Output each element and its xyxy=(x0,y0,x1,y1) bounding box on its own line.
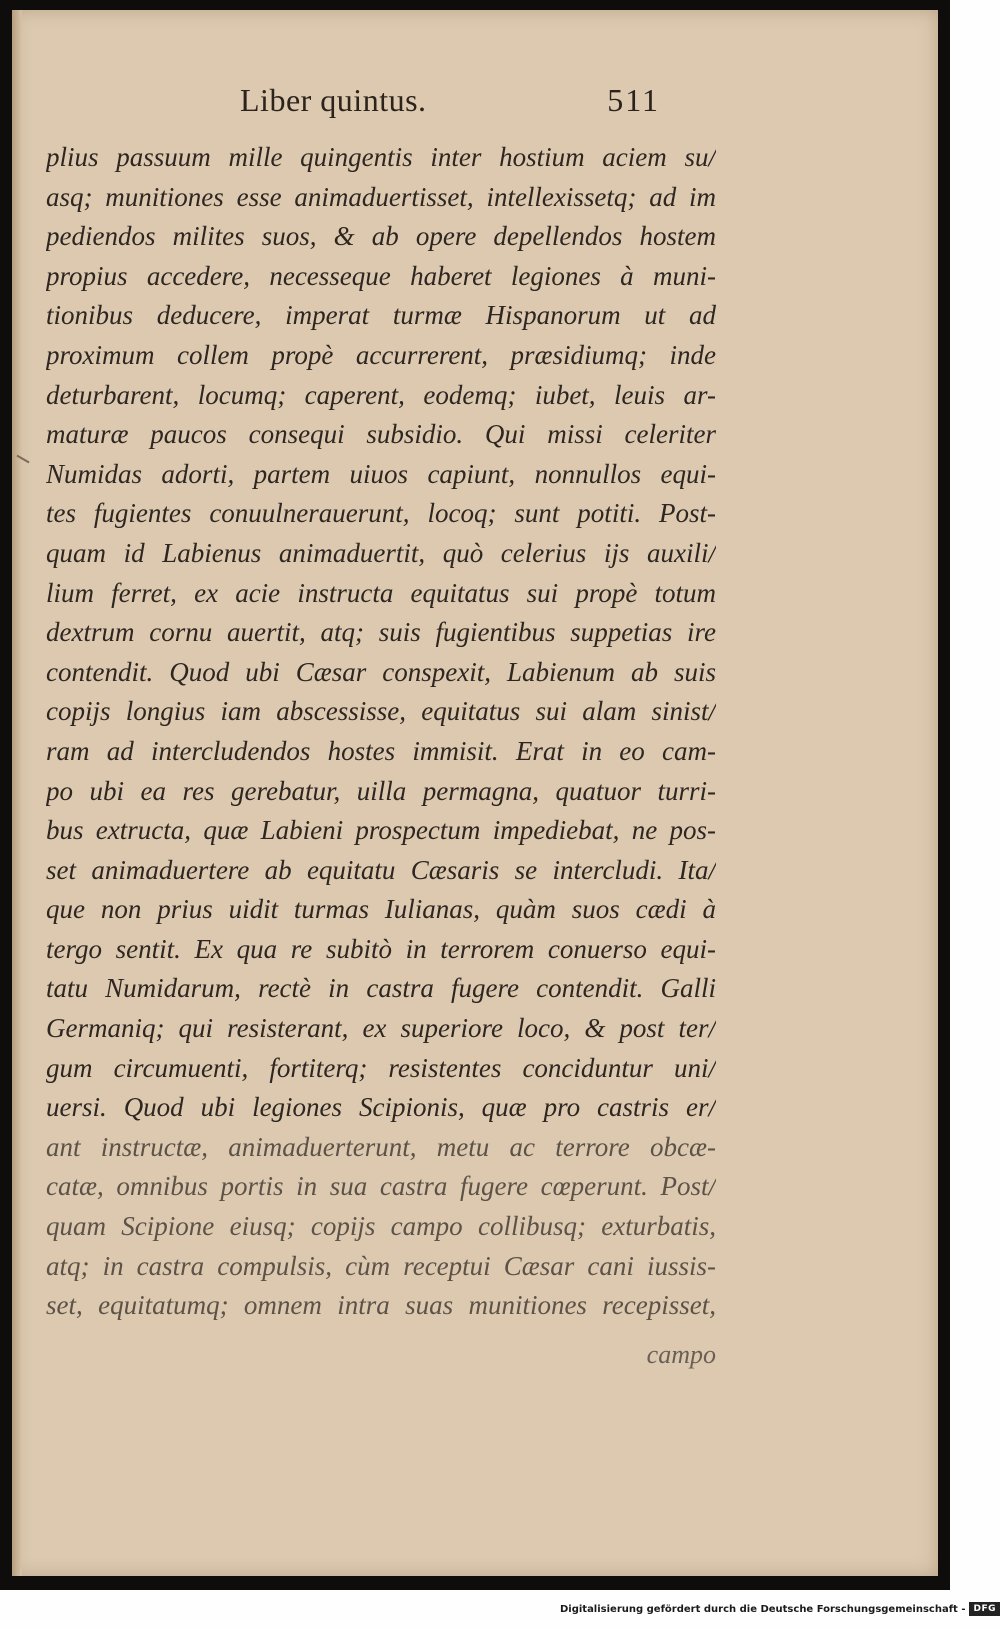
text-line: pediendos milites suos, & ab opere depellendos hostem xyxy=(46,221,716,252)
text-line: tes fugientes conuulnerauerunt, locoq; sunt potiti. Post- xyxy=(46,498,716,529)
text-line: ram ad intercludendos hostes immisit. Erat in eo cam- xyxy=(46,735,716,766)
text-line: dextrum cornu auertit, atq; suis fugientibus suppetias ire xyxy=(46,617,716,648)
running-title: Liber quintus. xyxy=(240,82,427,118)
text-line: contendit. Quod ubi Cæsar conspexit, Labienum ab suis xyxy=(46,656,716,687)
body-text xyxy=(46,138,716,1326)
text-line: proximum collem propè accurrerent, præsidiumq; inde xyxy=(46,339,716,370)
text-line: deturbarent, locumq; caperent, eodemq; iubet, leuis ar- xyxy=(46,379,716,410)
text-line: asq; munitiones esse animaduertisset, intellexissetq; ad im xyxy=(46,181,716,212)
text-line: Germaniq; qui resisterant, ex superiore loco, & post ter/ xyxy=(46,1013,716,1044)
text-line: quam Scipione eiusq; copijs campo collibusq; exturbatis, xyxy=(46,1211,716,1242)
text-line: uersi. Quod ubi legiones Scipionis, quæ pro castris er/ xyxy=(46,1092,716,1123)
running-head xyxy=(240,82,660,126)
text-line: lium ferret, ex acie instructa equitatus sui propè totum xyxy=(46,577,716,608)
text-line: catæ, omnibus portis in sua castra fugere cœperunt. Post/ xyxy=(46,1171,716,1202)
text-line: gum circumuenti, fortiterq; resistentes conciduntur uni/ xyxy=(46,1052,716,1083)
catchword: campo xyxy=(646,1340,716,1369)
text-line: tionibus deducere, imperat turmæ Hispanorum ut ad xyxy=(46,300,716,331)
text-line: propius accedere, necesseque haberet legiones à muni- xyxy=(46,260,716,291)
text-line: quam id Labienus animaduertit, quò celerius ijs auxili/ xyxy=(46,537,716,568)
text-line: maturæ paucos consequi subsidio. Qui missi celeriter xyxy=(46,419,716,450)
text-line: que non prius uidit turmas Iulianas, quàm suos cædi à xyxy=(46,894,716,925)
text-line: set, equitatumq; omnem intra suas munitiones recepisset, xyxy=(46,1290,716,1321)
text-line: plius passuum mille quingentis inter hostium aciem su/ xyxy=(46,142,716,172)
text-line: po ubi ea res gerebatur, uilla permagna, quatuor turri- xyxy=(46,775,716,806)
text-line: tatu Numidarum, rectè in castra fugere contendit. Galli xyxy=(46,973,716,1004)
funding-credit: Digitalisierung gefördert durch die Deutsche Forschungsgemeinschaft - xyxy=(559,1603,966,1615)
text-line: tergo sentit. Ex qua re subitò in terrorem conuerso equi- xyxy=(46,933,716,964)
page-gutter-edge xyxy=(12,10,22,1576)
text-line: set animaduertere ab equitatu Cæsaris se intercludi. Ita/ xyxy=(46,854,716,885)
text-line: atq; in castra compulsis, cùm receptui Cæsar cani iussis- xyxy=(46,1250,716,1281)
text-line: Numidas adorti, partem uiuos capiunt, nonnullos equi- xyxy=(46,458,716,489)
text-line: bus extructa, quæ Labieni prospectum impediebat, ne pos- xyxy=(46,815,716,846)
page-number: 511 xyxy=(607,82,660,118)
text-line: ant instructæ, animaduerterunt, metu ac terrore obcæ- xyxy=(46,1131,716,1162)
book-page xyxy=(12,10,938,1576)
digitization-footer xyxy=(559,1594,1000,1624)
text-line: copijs longius iam abscessisse, equitatus sui alam sinist/ xyxy=(46,696,716,727)
dfg-logo: DFG xyxy=(969,1602,1000,1616)
